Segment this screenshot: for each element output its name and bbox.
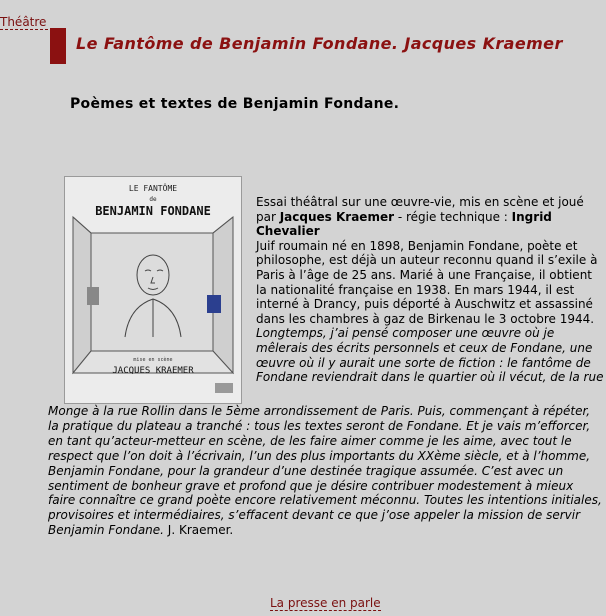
poster-line-4: mise en scène bbox=[133, 357, 173, 363]
description-quote-part1: Longtemps, j’ai pensé composer une œuvre où je mêlerais des écrits personnels et ceux de Fondane, une œuvre où il y aurait une sorte de fiction : le fantôme de Fondane reviendrait dans le quartier où il vécut, de la rue bbox=[256, 326, 604, 385]
description-mid: - régie technique : bbox=[394, 209, 512, 224]
title-accent-bar bbox=[50, 28, 66, 64]
description-author: Jacques Kraemer bbox=[279, 209, 394, 224]
poster-line-2: de bbox=[149, 196, 157, 203]
poster-line-5: JACQUES KRAEMER bbox=[112, 366, 194, 376]
breadcrumb-theatre-link[interactable]: Théâtre bbox=[0, 15, 47, 29]
press-link[interactable]: La presse en parle bbox=[270, 596, 381, 610]
quote-continued: Monge à la rue Rollin dans le 5ème arrondissement de Paris. Puis, commençant à répéter, la pratique du plateau a tranché : tous les textes seront de Fondane. Et je vais m’efforcer, en tant qu’acteur-metteur en scène, de les faire aimer comme je les aime, avec tout le respect que l’on doit à l’écrivain, l’un des plus importants du XXème siècle, et à l’homme, Benjamin Fondane, pour la grandeur d’une destinée tragique assumée. C’est avec un sentiment de bonheur grave et profond que je désire contribuer modestement à mieux faire connaître ce grand poète encore relativement méconnu. Toutes les intentions initiales, provisoires et intermédiaires, s’effacent devant ce que j’ose appeler la mission de servir Benjamin Fondane. bbox=[48, 404, 602, 538]
poster-image bbox=[64, 176, 242, 404]
description-tech: Ingrid Chevalier bbox=[256, 209, 552, 239]
quote-signature: J. Kraemer. bbox=[163, 523, 234, 538]
page-subtitle: Poèmes et textes de Benjamin Fondane. bbox=[70, 96, 400, 112]
description-bio: Juif roumain né en 1898, Benjamin Fondane, poète et philosophe, est déjà un auteur reconnu quand il s’exile à Paris à l’âge de 25 ans. Marié à une Française, il obtient la nationalité française en 1938. En mars 1944, il est interné à Drancy, puis déporté à Auschwitz et assassiné dans les chambres à gaz de Birkenau le 3 octobre 1944. bbox=[256, 238, 598, 326]
description-intro: Essai théâtral sur une œuvre-vie, mis en scène et joué par bbox=[256, 195, 584, 224]
page-title: Le Fantôme de Benjamin Fondane. Jacques Kraemer bbox=[76, 34, 563, 53]
description-block bbox=[256, 195, 604, 385]
poster-line-3: BENJAMIN FONDANE bbox=[95, 204, 211, 218]
description-quote-part2 bbox=[48, 404, 604, 538]
poster-line-1: LE FANTÔME bbox=[128, 184, 178, 193]
